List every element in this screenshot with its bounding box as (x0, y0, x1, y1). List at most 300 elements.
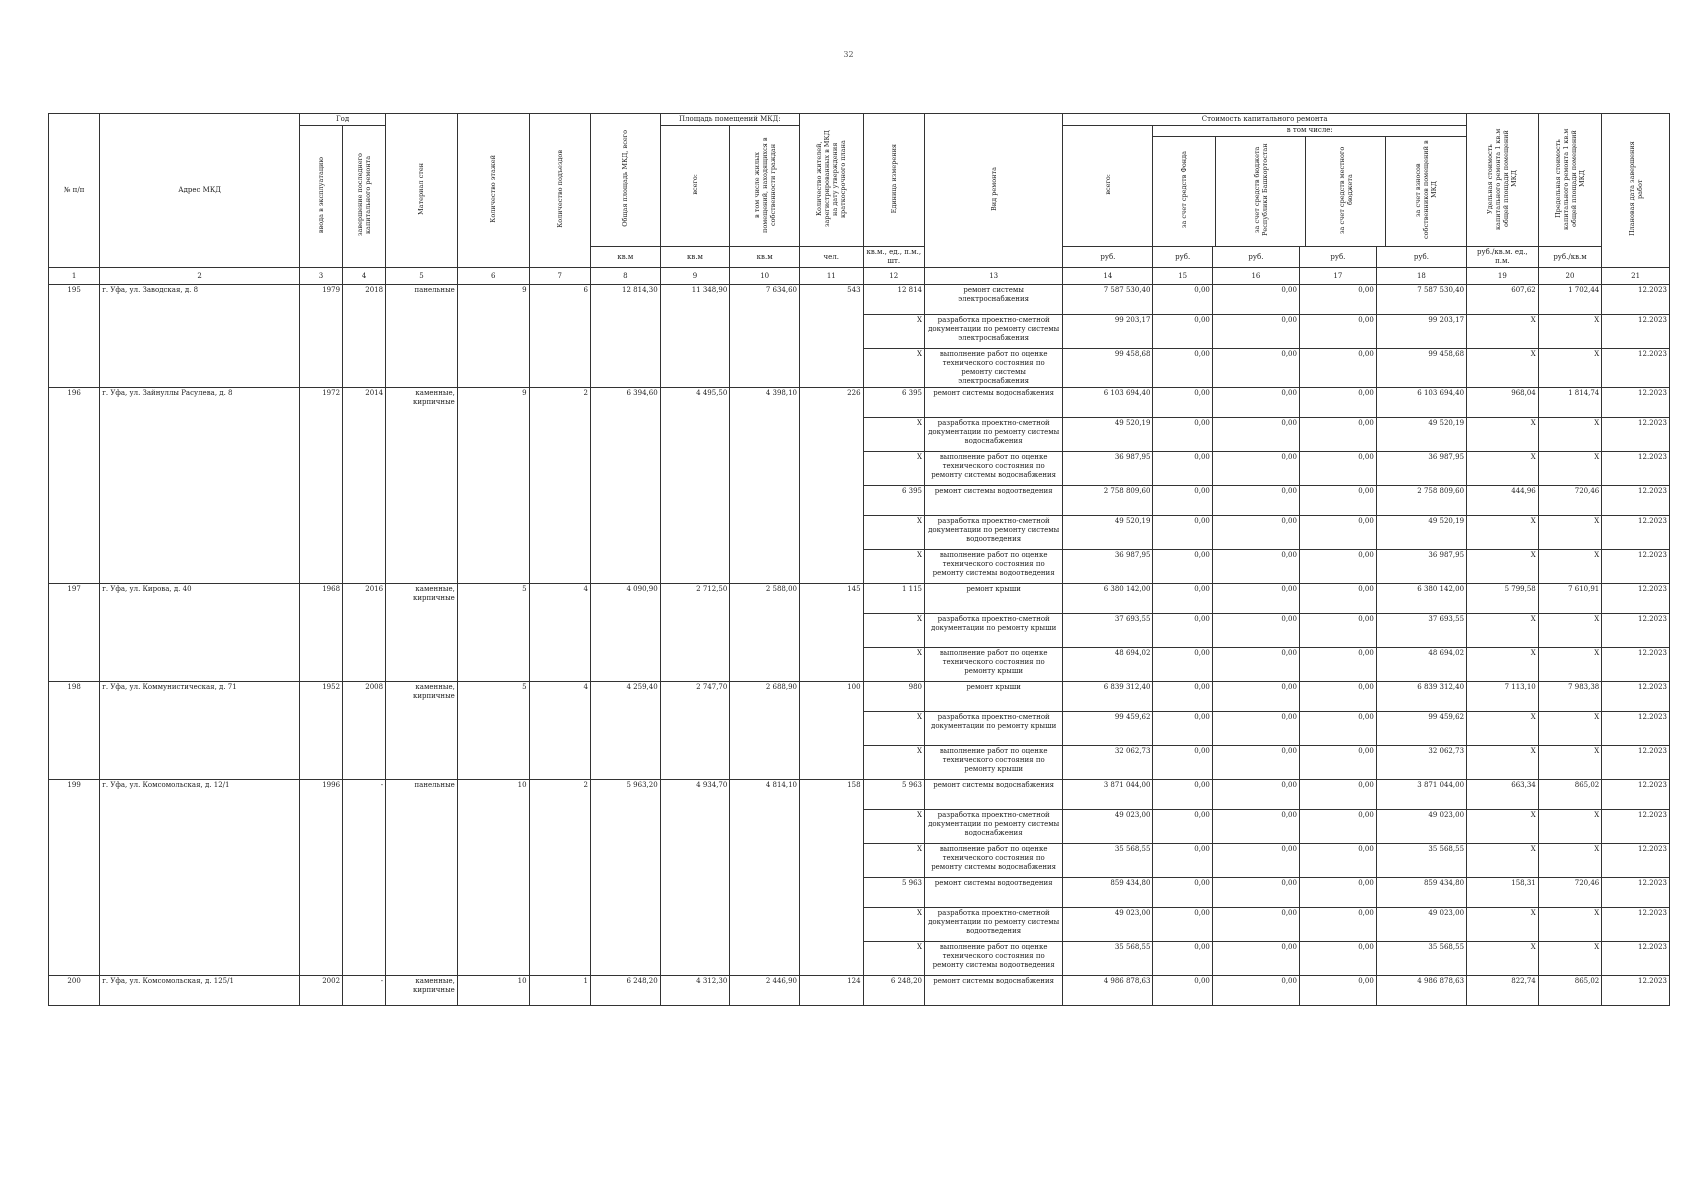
row-number (49, 452, 100, 486)
table-row (49, 516, 1670, 550)
row-total-area: 12 814,30 (591, 285, 661, 315)
row-premises-owners (730, 712, 800, 746)
row-cost-fund: 0,00 (1153, 315, 1212, 349)
row-cost-rep-budget: 0,00 (1212, 285, 1299, 315)
row-address (100, 614, 300, 648)
row-premises-total (660, 486, 730, 516)
row-cost-owners: 6 839 312,40 (1376, 682, 1466, 712)
row-year-built (300, 550, 343, 584)
column-number: 9 (660, 268, 730, 285)
row-cost-owners: 32 062,73 (1376, 746, 1466, 780)
column-number: 6 (457, 268, 529, 285)
row-cost-total: 36 987,95 (1063, 452, 1153, 486)
row-unit-cost: X (1467, 550, 1539, 584)
row-cost-local: 0,00 (1299, 682, 1376, 712)
header-cost-rep-budget: за счет средств бюджета Республики Башкортостан (1252, 143, 1269, 237)
row-floors (457, 942, 529, 976)
table-body (49, 268, 1670, 1006)
header-num: № п/п (49, 114, 100, 268)
header-cost-fund: за счет средств Фонда (1180, 151, 1189, 229)
row-quantity: 980 (863, 682, 924, 712)
row-year-built (300, 746, 343, 780)
row-max-cost: X (1538, 614, 1602, 648)
row-residents (800, 516, 864, 550)
table-row (49, 942, 1670, 976)
header-floors: Количество этажей (489, 155, 498, 223)
table-row (49, 418, 1670, 452)
row-wall-material (386, 516, 458, 550)
row-floors (457, 908, 529, 942)
row-cost-rep-budget: 0,00 (1212, 942, 1299, 976)
row-residents (800, 614, 864, 648)
row-entrances (529, 878, 590, 908)
row-year-repair (343, 349, 386, 388)
column-number: 18 (1376, 268, 1466, 285)
row-premises-total (660, 349, 730, 388)
row-plan-date: 12.2023 (1602, 878, 1670, 908)
row-max-cost: X (1538, 712, 1602, 746)
row-cost-fund: 0,00 (1153, 844, 1212, 878)
row-cost-rep-budget: 0,00 (1212, 976, 1299, 1006)
row-wall-material (386, 844, 458, 878)
row-cost-local: 0,00 (1299, 614, 1376, 648)
row-year-built: 1972 (300, 388, 343, 418)
row-cost-local: 0,00 (1299, 976, 1376, 1006)
row-premises-total: 2 747,70 (660, 682, 730, 712)
row-quantity: X (863, 550, 924, 584)
row-cost-owners: 49 023,00 (1376, 908, 1466, 942)
row-cost-fund: 0,00 (1153, 418, 1212, 452)
row-floors (457, 844, 529, 878)
row-cost-local: 0,00 (1299, 780, 1376, 810)
row-cost-owners: 35 568,55 (1376, 844, 1466, 878)
row-floors: 5 (457, 584, 529, 614)
row-premises-owners (730, 418, 800, 452)
row-number (49, 878, 100, 908)
header-plan-date: Плановая дата завершения работ (1627, 141, 1644, 237)
column-number: 13 (925, 268, 1063, 285)
row-plan-date: 12.2023 (1602, 486, 1670, 516)
row-residents (800, 418, 864, 452)
row-max-cost: X (1538, 648, 1602, 682)
row-total-area (591, 614, 661, 648)
row-number (49, 746, 100, 780)
row-entrances (529, 908, 590, 942)
row-floors: 10 (457, 976, 529, 1006)
row-cost-rep-budget: 0,00 (1212, 516, 1299, 550)
row-year-repair (343, 810, 386, 844)
header-repair-type: Вид ремонта (989, 167, 998, 211)
row-repair-type: ремонт системы электроснабжения (925, 285, 1063, 315)
row-cost-total: 7 587 530,40 (1063, 285, 1153, 315)
row-year-built (300, 878, 343, 908)
header-unit-cost: Удельная стоимость капитального ремонта 1 кв.м общей площади помещений МКД (1486, 127, 1519, 230)
row-cost-owners: 99 459,62 (1376, 712, 1466, 746)
row-year-built: 1996 (300, 780, 343, 810)
column-number: 8 (591, 268, 661, 285)
row-total-area: 4 090,90 (591, 584, 661, 614)
row-premises-owners (730, 486, 800, 516)
row-floors: 9 (457, 285, 529, 315)
header-year-built: ввода в эксплуатацию (317, 156, 326, 234)
unit-u19: руб./кв.м. ед., п.м. (1467, 247, 1539, 268)
row-cost-local: 0,00 (1299, 388, 1376, 418)
row-floors (457, 349, 529, 388)
row-address: г. Уфа, ул. Зайнуллы Расулева, д. 8 (100, 388, 300, 418)
row-repair-type: разработка проектно-сметной документации по ремонту системы электроснабжения (925, 315, 1063, 349)
row-cost-owners: 3 871 044,00 (1376, 780, 1466, 810)
row-cost-rep-budget: 0,00 (1212, 418, 1299, 452)
header-entrances: Количество подъездов (555, 150, 564, 228)
row-plan-date: 12.2023 (1602, 614, 1670, 648)
row-max-cost: X (1538, 418, 1602, 452)
row-year-built (300, 452, 343, 486)
column-number: 16 (1212, 268, 1299, 285)
row-cost-local: 0,00 (1299, 746, 1376, 780)
row-year-built (300, 315, 343, 349)
row-premises-total: 11 348,90 (660, 285, 730, 315)
row-wall-material (386, 746, 458, 780)
row-entrances (529, 614, 590, 648)
row-number (49, 648, 100, 682)
row-repair-type: ремонт системы водоснабжения (925, 388, 1063, 418)
row-address (100, 810, 300, 844)
row-wall-material: панельные (386, 780, 458, 810)
row-repair-type: разработка проектно-сметной документации по ремонту системы водоотведения (925, 516, 1063, 550)
row-quantity: X (863, 746, 924, 780)
row-premises-total (660, 810, 730, 844)
row-floors (457, 614, 529, 648)
row-premises-total (660, 648, 730, 682)
row-cost-local: 0,00 (1299, 349, 1376, 388)
header-cost-group: Стоимость капитального ремонта (1063, 114, 1467, 126)
row-cost-fund: 0,00 (1153, 712, 1212, 746)
row-quantity: X (863, 614, 924, 648)
unit-u12: кв.м., ед., п.м., шт. (863, 247, 924, 268)
row-cost-total: 48 694,02 (1063, 648, 1153, 682)
row-cost-total: 6 839 312,40 (1063, 682, 1153, 712)
row-residents (800, 315, 864, 349)
row-floors: 9 (457, 388, 529, 418)
row-entrances (529, 418, 590, 452)
row-entrances (529, 844, 590, 878)
row-cost-total: 6 380 142,00 (1063, 584, 1153, 614)
row-address: г. Уфа, ул. Комсомольская, д. 12/1 (100, 780, 300, 810)
row-address (100, 746, 300, 780)
row-year-repair: 2018 (343, 285, 386, 315)
row-unit-cost: 968,04 (1467, 388, 1539, 418)
row-year-repair (343, 908, 386, 942)
row-cost-local: 0,00 (1299, 648, 1376, 682)
unit-u16: руб. (1212, 247, 1299, 268)
row-premises-owners (730, 452, 800, 486)
row-repair-type: выполнение работ по оценке технического состояния по ремонту системы водоснабжения (925, 452, 1063, 486)
row-residents (800, 550, 864, 584)
row-total-area (591, 418, 661, 452)
row-year-built (300, 614, 343, 648)
row-premises-total (660, 452, 730, 486)
row-cost-fund: 0,00 (1153, 349, 1212, 388)
row-max-cost: 1 814,74 (1538, 388, 1602, 418)
row-repair-type: разработка проектно-сметной документации по ремонту крыши (925, 712, 1063, 746)
row-max-cost: X (1538, 315, 1602, 349)
row-residents (800, 810, 864, 844)
row-quantity: 1 115 (863, 584, 924, 614)
row-wall-material: каменные, кирпичные (386, 976, 458, 1006)
row-unit-cost: X (1467, 516, 1539, 550)
row-cost-total: 859 434,80 (1063, 878, 1153, 908)
row-cost-owners: 7 587 530,40 (1376, 285, 1466, 315)
row-number (49, 516, 100, 550)
row-cost-rep-budget: 0,00 (1212, 550, 1299, 584)
table-row (49, 976, 1670, 1006)
row-max-cost: X (1538, 550, 1602, 584)
row-wall-material (386, 315, 458, 349)
row-year-repair (343, 878, 386, 908)
row-premises-owners (730, 315, 800, 349)
row-cost-fund: 0,00 (1153, 780, 1212, 810)
row-cost-owners: 2 758 809,60 (1376, 486, 1466, 516)
row-quantity: X (863, 418, 924, 452)
row-quantity: X (863, 315, 924, 349)
row-number: 196 (49, 388, 100, 418)
row-address (100, 550, 300, 584)
row-entrances: 1 (529, 976, 590, 1006)
row-quantity: 6 395 (863, 486, 924, 516)
row-premises-total (660, 550, 730, 584)
row-wall-material: панельные (386, 285, 458, 315)
row-cost-rep-budget: 0,00 (1212, 908, 1299, 942)
row-max-cost: 865,02 (1538, 780, 1602, 810)
row-premises-total (660, 746, 730, 780)
row-entrances (529, 452, 590, 486)
row-year-built (300, 516, 343, 550)
row-total-area: 6 248,20 (591, 976, 661, 1006)
row-quantity: X (863, 516, 924, 550)
row-plan-date: 12.2023 (1602, 682, 1670, 712)
row-floors: 10 (457, 780, 529, 810)
row-cost-total: 32 062,73 (1063, 746, 1153, 780)
row-cost-rep-budget: 0,00 (1212, 315, 1299, 349)
row-year-repair (343, 550, 386, 584)
row-cost-owners: 99 203,17 (1376, 315, 1466, 349)
row-premises-total: 4 934,70 (660, 780, 730, 810)
row-cost-rep-budget: 0,00 (1212, 648, 1299, 682)
row-cost-total: 99 459,62 (1063, 712, 1153, 746)
row-unit-cost: X (1467, 452, 1539, 486)
row-repair-type: выполнение работ по оценке технического состояния по ремонту системы водоотведения (925, 942, 1063, 976)
row-cost-owners: 49 520,19 (1376, 516, 1466, 550)
row-max-cost: X (1538, 908, 1602, 942)
row-cost-total: 49 023,00 (1063, 908, 1153, 942)
header-premises-total: всего: (691, 174, 699, 195)
row-plan-date: 12.2023 (1602, 349, 1670, 388)
column-number: 15 (1153, 268, 1212, 285)
row-address (100, 452, 300, 486)
table-row (49, 584, 1670, 614)
row-year-repair (343, 486, 386, 516)
row-cost-owners: 49 520,19 (1376, 418, 1466, 452)
row-cost-fund: 0,00 (1153, 648, 1212, 682)
row-cost-fund: 0,00 (1153, 388, 1212, 418)
row-year-repair (343, 516, 386, 550)
row-entrances (529, 648, 590, 682)
row-premises-owners (730, 810, 800, 844)
row-total-area (591, 315, 661, 349)
row-address (100, 878, 300, 908)
row-cost-fund: 0,00 (1153, 452, 1212, 486)
row-wall-material (386, 878, 458, 908)
row-unit-cost: X (1467, 712, 1539, 746)
row-year-built (300, 810, 343, 844)
row-total-area (591, 810, 661, 844)
row-cost-fund: 0,00 (1153, 550, 1212, 584)
row-quantity: X (863, 648, 924, 682)
row-cost-local: 0,00 (1299, 712, 1376, 746)
row-premises-owners (730, 878, 800, 908)
row-cost-total: 4 986 878,63 (1063, 976, 1153, 1006)
row-address: г. Уфа, ул. Комсомольская, д. 125/1 (100, 976, 300, 1006)
row-cost-total: 49 520,19 (1063, 418, 1153, 452)
row-cost-owners: 35 568,55 (1376, 942, 1466, 976)
header-year-group: Год (300, 114, 386, 126)
row-entrances: 4 (529, 682, 590, 712)
unit-u11: чел. (800, 247, 864, 268)
row-cost-owners: 48 694,02 (1376, 648, 1466, 682)
row-plan-date: 12.2023 (1602, 942, 1670, 976)
row-quantity: X (863, 942, 924, 976)
row-residents (800, 746, 864, 780)
row-plan-date: 12.2023 (1602, 908, 1670, 942)
row-premises-owners: 2 688,90 (730, 682, 800, 712)
row-repair-type: ремонт системы водоснабжения (925, 976, 1063, 1006)
row-address (100, 486, 300, 516)
row-cost-rep-budget: 0,00 (1212, 486, 1299, 516)
row-wall-material (386, 452, 458, 486)
row-cost-total: 49 023,00 (1063, 810, 1153, 844)
row-wall-material: каменные, кирпичные (386, 584, 458, 614)
table-row (49, 550, 1670, 584)
row-total-area: 5 963,20 (591, 780, 661, 810)
row-unit-cost: 444,96 (1467, 486, 1539, 516)
row-number: 200 (49, 976, 100, 1006)
row-residents (800, 486, 864, 516)
column-number: 20 (1538, 268, 1602, 285)
row-cost-owners: 99 458,68 (1376, 349, 1466, 388)
table-row (49, 614, 1670, 648)
row-address: г. Уфа, ул. Коммунистическая, д. 71 (100, 682, 300, 712)
header-cost-total: всего: (1103, 174, 1112, 195)
row-entrances (529, 746, 590, 780)
row-repair-type: разработка проектно-сметной документации по ремонту крыши (925, 614, 1063, 648)
row-entrances (529, 810, 590, 844)
row-max-cost: X (1538, 942, 1602, 976)
table-row (49, 908, 1670, 942)
row-repair-type: разработка проектно-сметной документации по ремонту системы водоснабжения (925, 810, 1063, 844)
column-number: 17 (1299, 268, 1376, 285)
row-cost-owners: 4 986 878,63 (1376, 976, 1466, 1006)
row-cost-rep-budget: 0,00 (1212, 810, 1299, 844)
row-year-repair (343, 712, 386, 746)
row-year-repair: 2014 (343, 388, 386, 418)
row-residents (800, 648, 864, 682)
row-year-built (300, 648, 343, 682)
row-floors (457, 550, 529, 584)
row-repair-type: ремонт крыши (925, 584, 1063, 614)
row-floors (457, 418, 529, 452)
row-repair-type: выполнение работ по оценке технического состояния по ремонту системы водоснабжения (925, 844, 1063, 878)
row-cost-fund: 0,00 (1153, 746, 1212, 780)
row-premises-total (660, 418, 730, 452)
header-cost-owners: за счет взносов собственников помещений в МКД (1414, 140, 1439, 240)
row-residents (800, 878, 864, 908)
row-repair-type: ремонт системы водоснабжения (925, 780, 1063, 810)
row-quantity: X (863, 712, 924, 746)
row-total-area (591, 942, 661, 976)
row-premises-total (660, 712, 730, 746)
table-row (49, 285, 1670, 315)
capital-repair-table (48, 113, 1670, 1006)
row-plan-date: 12.2023 (1602, 648, 1670, 682)
row-year-repair: - (343, 976, 386, 1006)
row-total-area (591, 712, 661, 746)
row-number: 197 (49, 584, 100, 614)
row-residents: 226 (800, 388, 864, 418)
row-cost-fund: 0,00 (1153, 908, 1212, 942)
row-cost-local: 0,00 (1299, 285, 1376, 315)
row-entrances (529, 942, 590, 976)
page-number: 32 (843, 50, 854, 59)
row-residents (800, 452, 864, 486)
row-max-cost: X (1538, 452, 1602, 486)
row-unit-cost: 663,34 (1467, 780, 1539, 810)
row-premises-total (660, 516, 730, 550)
row-cost-local: 0,00 (1299, 942, 1376, 976)
row-year-repair (343, 648, 386, 682)
header-premises-group: Площадь помещений МКД: (660, 114, 799, 126)
row-cost-total: 2 758 809,60 (1063, 486, 1153, 516)
unit-u14: руб. (1063, 247, 1153, 268)
row-year-repair (343, 942, 386, 976)
row-total-area (591, 878, 661, 908)
row-cost-rep-budget: 0,00 (1212, 584, 1299, 614)
row-quantity: 6 248,20 (863, 976, 924, 1006)
row-wall-material (386, 712, 458, 746)
column-number: 11 (800, 268, 864, 285)
row-wall-material (386, 942, 458, 976)
row-cost-fund: 0,00 (1153, 516, 1212, 550)
row-cost-total: 99 458,68 (1063, 349, 1153, 388)
column-number: 7 (529, 268, 590, 285)
row-cost-owners: 859 434,80 (1376, 878, 1466, 908)
row-wall-material (386, 614, 458, 648)
row-cost-rep-budget: 0,00 (1212, 614, 1299, 648)
row-max-cost: 1 702,44 (1538, 285, 1602, 315)
row-max-cost: X (1538, 516, 1602, 550)
row-premises-owners (730, 844, 800, 878)
row-premises-total (660, 942, 730, 976)
row-number (49, 315, 100, 349)
row-cost-local: 0,00 (1299, 486, 1376, 516)
row-premises-total (660, 908, 730, 942)
row-plan-date: 12.2023 (1602, 388, 1670, 418)
row-max-cost: 720,46 (1538, 486, 1602, 516)
row-unit-cost: X (1467, 746, 1539, 780)
row-quantity: 5 963 (863, 878, 924, 908)
table-row (49, 844, 1670, 878)
row-plan-date: 12.2023 (1602, 584, 1670, 614)
row-year-repair: 2008 (343, 682, 386, 712)
